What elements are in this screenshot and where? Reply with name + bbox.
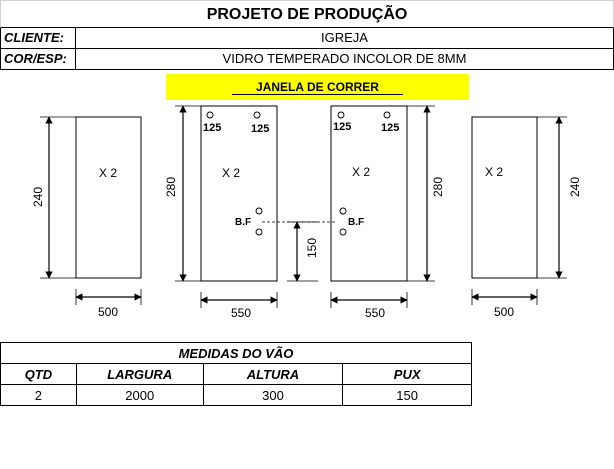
header-altura: ALTURA bbox=[203, 364, 343, 385]
header-qtd: QTD bbox=[1, 364, 77, 385]
panel-2-hole bbox=[207, 112, 213, 118]
client-value: IGREJA bbox=[76, 28, 614, 49]
panel-3 bbox=[331, 106, 445, 320]
panel-3-bf-label: B.F bbox=[348, 217, 365, 228]
panel-2-handle-hole bbox=[256, 208, 262, 214]
panel-3-handle-hole bbox=[340, 229, 346, 235]
panel-2-height-label: 280 bbox=[164, 176, 178, 198]
panel-2-hole-right: 125 bbox=[251, 123, 270, 135]
header-largura: LARGURA bbox=[76, 364, 203, 385]
panel-3-width-label: 550 bbox=[364, 306, 386, 320]
panel-2-hole bbox=[254, 112, 260, 118]
panel-3-handle-hole bbox=[340, 208, 346, 214]
table-title: MEDIDAS DO VÃO bbox=[1, 343, 472, 364]
panel-2-bf-label: B.F bbox=[235, 217, 252, 228]
panel-3-hole-left: 125 bbox=[333, 121, 352, 133]
panel-3-qty: X 2 bbox=[352, 165, 371, 179]
cell-pux: 150 bbox=[343, 385, 472, 406]
cell-largura: 2000 bbox=[76, 385, 203, 406]
table-row bbox=[1, 385, 472, 406]
panel-2-width-label: 550 bbox=[230, 306, 252, 320]
panel-1-width-label: 500 bbox=[97, 305, 119, 319]
panel-2-hole-left: 125 bbox=[203, 122, 222, 134]
table-header-row bbox=[1, 364, 472, 385]
panel-4-height-label: 240 bbox=[568, 176, 582, 198]
panel-4-qty: X 2 bbox=[485, 165, 504, 179]
panel-3-hole bbox=[338, 112, 344, 118]
panel-3-height-label: 280 bbox=[431, 176, 445, 198]
panel-3-hole-right: 125 bbox=[381, 122, 400, 134]
panel-2-qty: X 2 bbox=[222, 166, 241, 180]
header-pux: PUX bbox=[343, 364, 472, 385]
center-dimension bbox=[262, 222, 337, 281]
banner-text: JANELA DE CORRER bbox=[232, 80, 403, 95]
handle-height-label: 150 bbox=[305, 237, 319, 259]
panel-1-height-label: 240 bbox=[31, 186, 45, 208]
panel-1-qty: X 2 bbox=[99, 166, 118, 180]
opening-measurements-table bbox=[0, 342, 472, 406]
panel-2 bbox=[164, 106, 277, 320]
page-title: PROJETO DE PRODUÇÃO bbox=[0, 0, 614, 28]
cell-altura: 300 bbox=[203, 385, 343, 406]
panel-2-handle-hole bbox=[256, 229, 262, 235]
panel-1-outline bbox=[76, 117, 141, 278]
panel-1 bbox=[31, 117, 141, 319]
panel-4-width-label: 500 bbox=[493, 305, 515, 319]
color-label: COR/ESP: bbox=[0, 49, 76, 70]
panel-3-hole bbox=[384, 112, 390, 118]
panel-4 bbox=[472, 117, 582, 319]
client-label: CLIENTE: bbox=[0, 28, 76, 49]
panel-4-outline bbox=[472, 117, 537, 278]
cell-qtd: 2 bbox=[1, 385, 77, 406]
color-value: VIDRO TEMPERADO INCOLOR DE 8MM bbox=[76, 49, 614, 70]
